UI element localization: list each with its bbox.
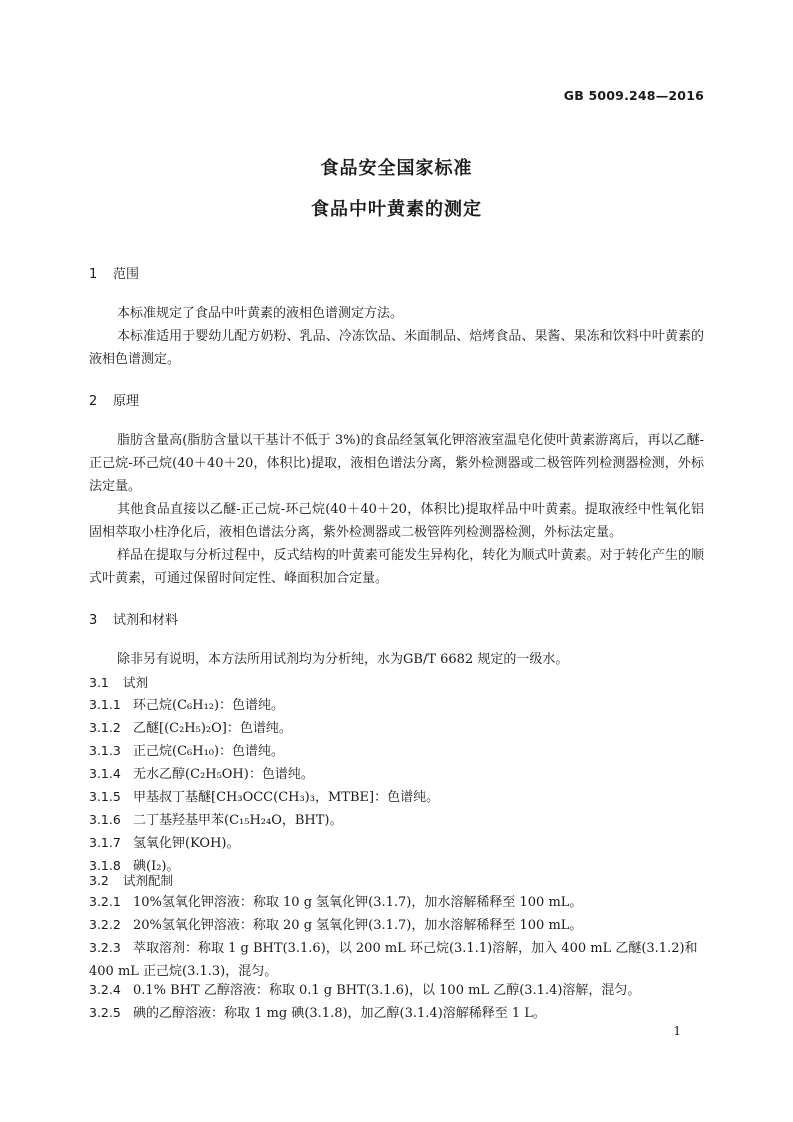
- item-number: 3.2.2: [89, 917, 121, 932]
- item-number: 3.1.8: [89, 858, 121, 873]
- section-2-paragraph-3: 样品在提取与分析过程中，反式结构的叶黄素可能发生异构化，转化为顺式叶黄素。对于转化产生的顺式叶黄素，可通过保留时间定性、峰面积加合定量。: [89, 548, 704, 586]
- item-text: 10%氢氧化钾溶液：称取 10 g 氢氧化钾(3.1.7)，加水溶解稀释至 100 mL。: [133, 895, 583, 910]
- item-number: 3.1.3: [89, 743, 121, 758]
- item-text: 无水乙醇(C₂H₅OH)：色谱纯。: [133, 767, 314, 782]
- preparation-item: [89, 936, 704, 983]
- reagent-item: [89, 739, 704, 763]
- reagent-item: [89, 693, 704, 717]
- item-text: 二丁基羟基甲苯(C₁₅H₂₄O，BHT)。: [133, 813, 343, 828]
- item-text: 甲基叔丁基醚[CH₃OCC(CH₃)₃，MTBE]：色谱纯。: [133, 790, 440, 805]
- section-title: 试剂和材料: [113, 613, 179, 628]
- section-title: 原理: [113, 394, 140, 409]
- item-number: 3.1.2: [89, 720, 121, 735]
- document-title: 食品安全国家标准: [320, 158, 473, 179]
- item-number: 3.1.5: [89, 789, 121, 804]
- item-number: 3.1.7: [89, 835, 121, 850]
- preparation-item: [89, 978, 704, 1002]
- item-number: 3.1.6: [89, 812, 121, 827]
- section-3-heading: [89, 609, 178, 628]
- page-number: 1: [673, 1024, 681, 1038]
- section-2-paragraph-1: 脂肪含量高(脂肪含量以干基计不低于 3%)的食品经氢氧化钾溶液室温皂化使叶黄素游离后，再以乙醚-正己烷-环己烷(40＋40＋20，体积比)提取，液相色谱法分离，紫外检测器或二极管阵列检测器检测，外标法定量。: [89, 433, 704, 494]
- subsection-3-1-heading: [89, 673, 148, 691]
- section-1-paragraph-1: 本标准规定了食品中叶黄素的液相色谱测定方法。: [117, 306, 404, 321]
- section-title: 范围: [113, 267, 140, 282]
- item-number: 3.2.4: [89, 982, 121, 997]
- item-text: 乙醚[(C₂H₅)₂O]：色谱纯。: [133, 721, 292, 736]
- preparation-item: [89, 890, 704, 914]
- subsection-number: 3.1: [89, 675, 109, 690]
- item-number: 3.2.5: [89, 1005, 121, 1020]
- reagent-item: [89, 716, 704, 740]
- item-number: 3.1.4: [89, 766, 121, 781]
- section-2-paragraph-2: 其他食品直接以乙醚-正己烷-环己烷(40＋40＋20，体积比)提取样品中叶黄素。提取液经中性氧化铝固相萃取小柱净化后，液相色谱法分离，紫外检测器或二极管阵列检测器检测，外标法定量。: [89, 502, 704, 540]
- item-number: 3.1.1: [89, 697, 121, 712]
- item-text: 碘的乙醇溶液：称取 1 mg 碘(3.1.8)，加乙醇(3.1.4)溶解稀释至 1 L。: [133, 1006, 546, 1021]
- section-1-heading: [89, 263, 139, 282]
- subsection-title: 试剂配制: [123, 873, 174, 888]
- section-number: 2: [89, 394, 98, 409]
- section-2-heading: [89, 390, 139, 409]
- reagent-item: [89, 808, 704, 832]
- item-text: 20%氢氧化钾溶液：称取 20 g 氢氧化钾(3.1.7)，加水溶解稀释至 100 mL。: [133, 918, 583, 933]
- item-number: 3.2.3: [89, 940, 121, 955]
- preparation-item: [89, 1001, 704, 1025]
- item-text: 氢氧化钾(KOH)。: [133, 836, 240, 851]
- reagent-item: [89, 854, 704, 878]
- section-number: 1: [89, 267, 98, 282]
- standard-number: GB 5009.248—2016: [563, 88, 704, 103]
- preparation-item: [89, 913, 704, 937]
- item-number: 3.2.1: [89, 894, 121, 909]
- item-text: 0.1% BHT 乙醇溶液：称取 0.1 g BHT(3.1.6)，以 100 mL 乙醇(3.1.4)溶解，混匀。: [133, 983, 641, 998]
- reagent-item: [89, 785, 704, 809]
- subsection-number: 3.2: [89, 873, 109, 888]
- reagent-item: [89, 831, 704, 855]
- reagent-item: [89, 762, 704, 786]
- item-text: 环己烷(C₆H₁₂)：色谱纯。: [133, 698, 285, 713]
- document-subtitle: 食品中叶黄素的测定: [311, 199, 482, 220]
- item-text: 萃取溶剂：称取 1 g BHT(3.1.6)，以 200 mL 环己烷(3.1.1)溶解，加入 400 mL 乙醚(3.1.2)和 400 mL 正己烷(3.1.3)，混匀。: [89, 941, 698, 979]
- item-text: 碘(I₂)。: [133, 859, 180, 874]
- item-text: 正己烷(C₆H₁₀)：色谱纯。: [133, 744, 285, 759]
- subsection-title: 试剂: [123, 675, 149, 690]
- section-number: 3: [89, 613, 98, 628]
- section-1-paragraph-2: 本标准适用于婴幼儿配方奶粉、乳品、冷冻饮品、米面制品、焙烤食品、果酱、果冻和饮料中叶黄素的液相色谱测定。: [89, 329, 704, 367]
- section-3-intro: 除非另有说明，本方法所用试剂均为分析纯，水为GB/T 6682 规定的一级水。: [117, 652, 569, 667]
- subsection-3-2-heading: [89, 871, 173, 889]
